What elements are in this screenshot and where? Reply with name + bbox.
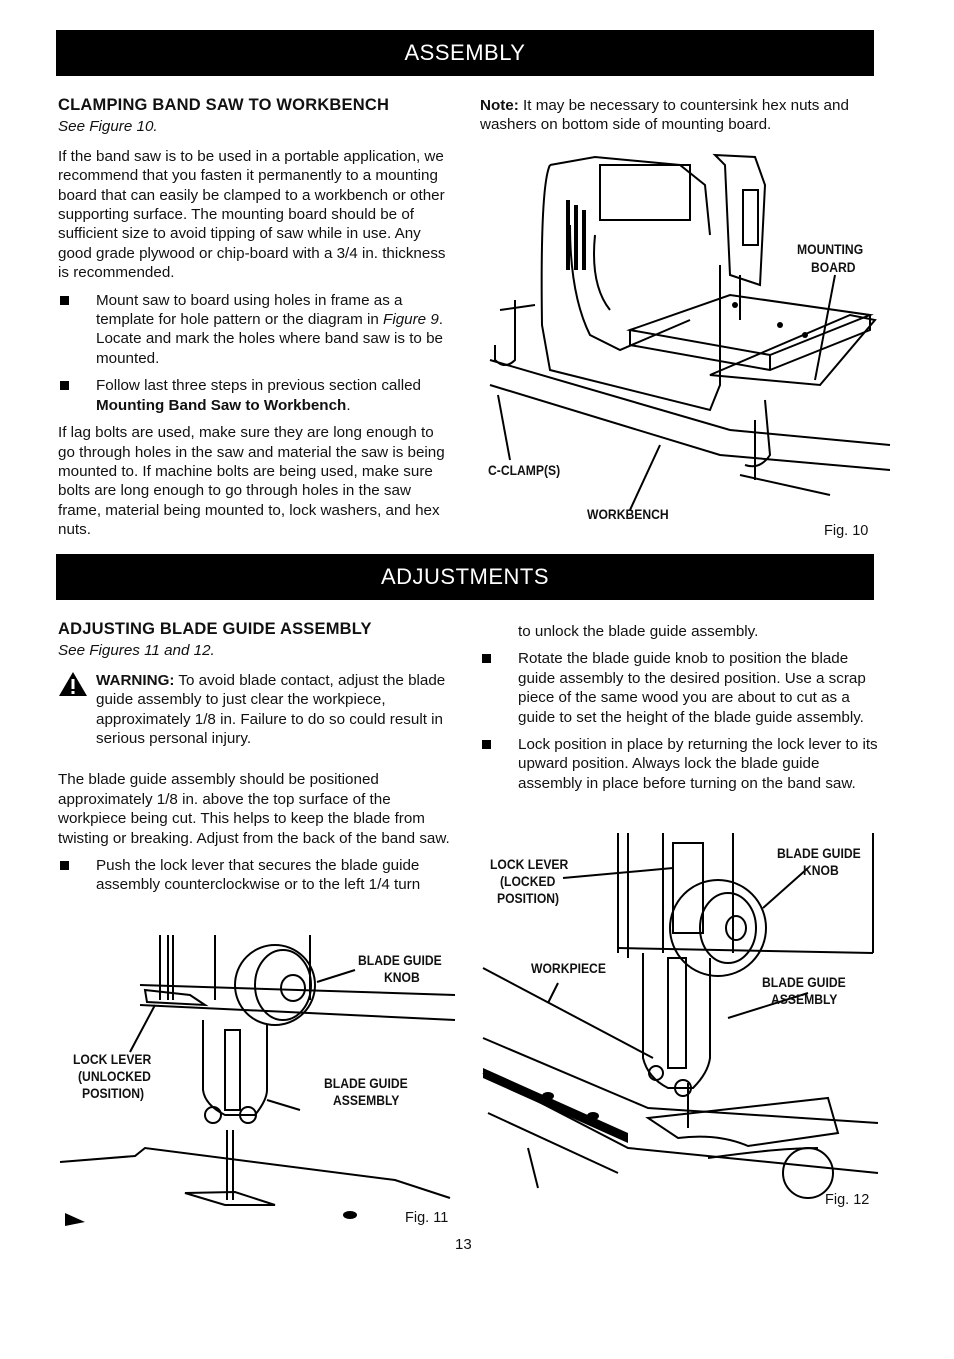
- fig11-label-knob-2: KNOB: [384, 970, 420, 985]
- clamping-heading: CLAMPING BAND SAW TO WORKBENCH: [58, 96, 390, 114]
- section-ref: Mounting Band Saw to Workbench: [96, 396, 347, 414]
- fig10-label-board: BOARD: [811, 260, 856, 275]
- bullet-square: [482, 740, 491, 749]
- warning-triangle-icon: [58, 671, 88, 697]
- adjustments-bullet-3: [480, 735, 880, 793]
- bullet-text: Mount saw to board using holes in frame as a template for hole pattern or the diagram in: [96, 291, 403, 329]
- bullet-text: Lock position in place by returning the lock lever to its upward position. Always lock the blade guide assembly in place before turning on the band saw.: [518, 736, 878, 792]
- fig12-label-assembly-2: ASSEMBLY: [771, 992, 838, 1007]
- see-figure-10: See Figure 10.: [58, 118, 158, 136]
- assembly-intro: If the band saw is to be used in a portable application, we recommend that you fasten it permanently to a mounting board that can easily be clamped to a workbench or other supporting surface. The mounting board should be of sufficient size to avoid tipping of saw while in use. Any good grade plywood or chip-board with a 3/4 in. thickness is recommended.: [58, 147, 446, 282]
- fig11-label-assembly-1: BLADE GUIDE: [324, 1076, 408, 1091]
- unlock-continuation: to unlock the blade guide assembly.: [518, 623, 759, 640]
- bullet-text: .: [346, 396, 351, 414]
- fig12-label-lever-1: LOCK LEVER: [490, 857, 569, 872]
- adjustments-right-column: [480, 622, 880, 801]
- adjustments-bullet-1: [58, 856, 453, 895]
- adjusting-heading: ADJUSTING BLADE GUIDE ASSEMBLY: [58, 620, 372, 638]
- fig11-label-lever-3: POSITION): [82, 1086, 145, 1101]
- fig12-label-lever-2: (LOCKED: [500, 874, 556, 889]
- see-figures-11-12: See Figures 11 and 12.: [58, 642, 215, 660]
- figure-10-band-saw-on-workbench: [470, 145, 890, 545]
- bullet-text: Rotate the blade guide knob to position the blade guide assembly to the desired position. Use a scrap piece of the same wood you are about to cut as a guide to set the height of the blade guide assembly.: [518, 650, 866, 726]
- bullet-text: Push the lock lever that secures the blade guide assembly counterclockwise or to the left 1/4 turn: [96, 857, 421, 894]
- note-label: Note:: [480, 97, 519, 114]
- fig10-label-workbench: WORKBENCH: [587, 507, 669, 522]
- bullet-square: [60, 381, 69, 390]
- fig12-label-knob-1: BLADE GUIDE: [777, 846, 861, 861]
- assembly-note: [480, 96, 880, 135]
- bullet-square: [482, 654, 491, 663]
- fig12-label-assembly-1: BLADE GUIDE: [762, 975, 846, 990]
- assembly-bullet-1: [58, 291, 453, 369]
- fig11-label-lever-1: LOCK LEVER: [73, 1052, 152, 1067]
- fig11-caption: Fig. 11: [405, 1210, 449, 1226]
- warning-text: To avoid blade contact, adjust the blade guide assembly to just clear the workpiece, approximately 1/8 in. Failure to do so could result in serious personal injury.: [96, 671, 446, 748]
- fig12-caption: Fig. 12: [825, 1192, 870, 1208]
- fig11-label-lever-2: (UNLOCKED: [78, 1069, 151, 1084]
- fig12-label-lever-3: POSITION): [497, 891, 560, 906]
- fig11-label-assembly-2: ASSEMBLY: [333, 1093, 400, 1108]
- fig12-label-knob-2: KNOB: [803, 863, 839, 878]
- bullet-square: [60, 861, 69, 870]
- note-text: It may be necessary to countersink hex nuts and washers on bottom side of mounting board.: [480, 97, 849, 134]
- assembly-left-column: [58, 96, 453, 548]
- warning-block: [58, 671, 453, 749]
- fig10-caption: Fig. 10: [824, 523, 869, 539]
- figure-ref: Figure 9: [383, 311, 439, 329]
- assembly-banner: ASSEMBLY: [56, 30, 874, 76]
- lag-bolts-paragraph: If lag bolts are used, make sure they are long enough to go through holes in the saw and material the saw is being mounted to. If machine bolts are being used, make sure bolts are long enough to go through holes in the saw frame, material being mounted to, lock washers, and hex nuts.: [58, 424, 445, 539]
- warning-label: WARNING:: [96, 671, 175, 689]
- fig10-label-mounting: MOUNTING: [797, 242, 864, 257]
- assembly-bullet-2: [58, 376, 453, 415]
- bullet-square: [60, 296, 69, 305]
- bullet-text: . Locate and mark the holes where band saw is to be mounted.: [96, 311, 443, 367]
- fig11-label-knob-1: BLADE GUIDE: [358, 953, 442, 968]
- fig10-label-cclamps: C-CLAMP(S): [488, 463, 561, 478]
- bullet-text: Follow last three steps in previous section called: [96, 377, 422, 395]
- adjustments-banner: ADJUSTMENTS: [56, 554, 874, 600]
- adjustments-left-column: [58, 620, 453, 903]
- fig12-label-workpiece: WORKPIECE: [531, 961, 606, 976]
- adjustments-paragraph: The blade guide assembly should be positioned approximately 1/8 in. above the top surface of the workpiece being cut. This helps to keep the blade from twisting or breaking. Adjust from the back of the band saw.: [58, 771, 450, 847]
- adjustments-bullet-2: [480, 649, 880, 727]
- page-number: 13: [455, 1236, 472, 1253]
